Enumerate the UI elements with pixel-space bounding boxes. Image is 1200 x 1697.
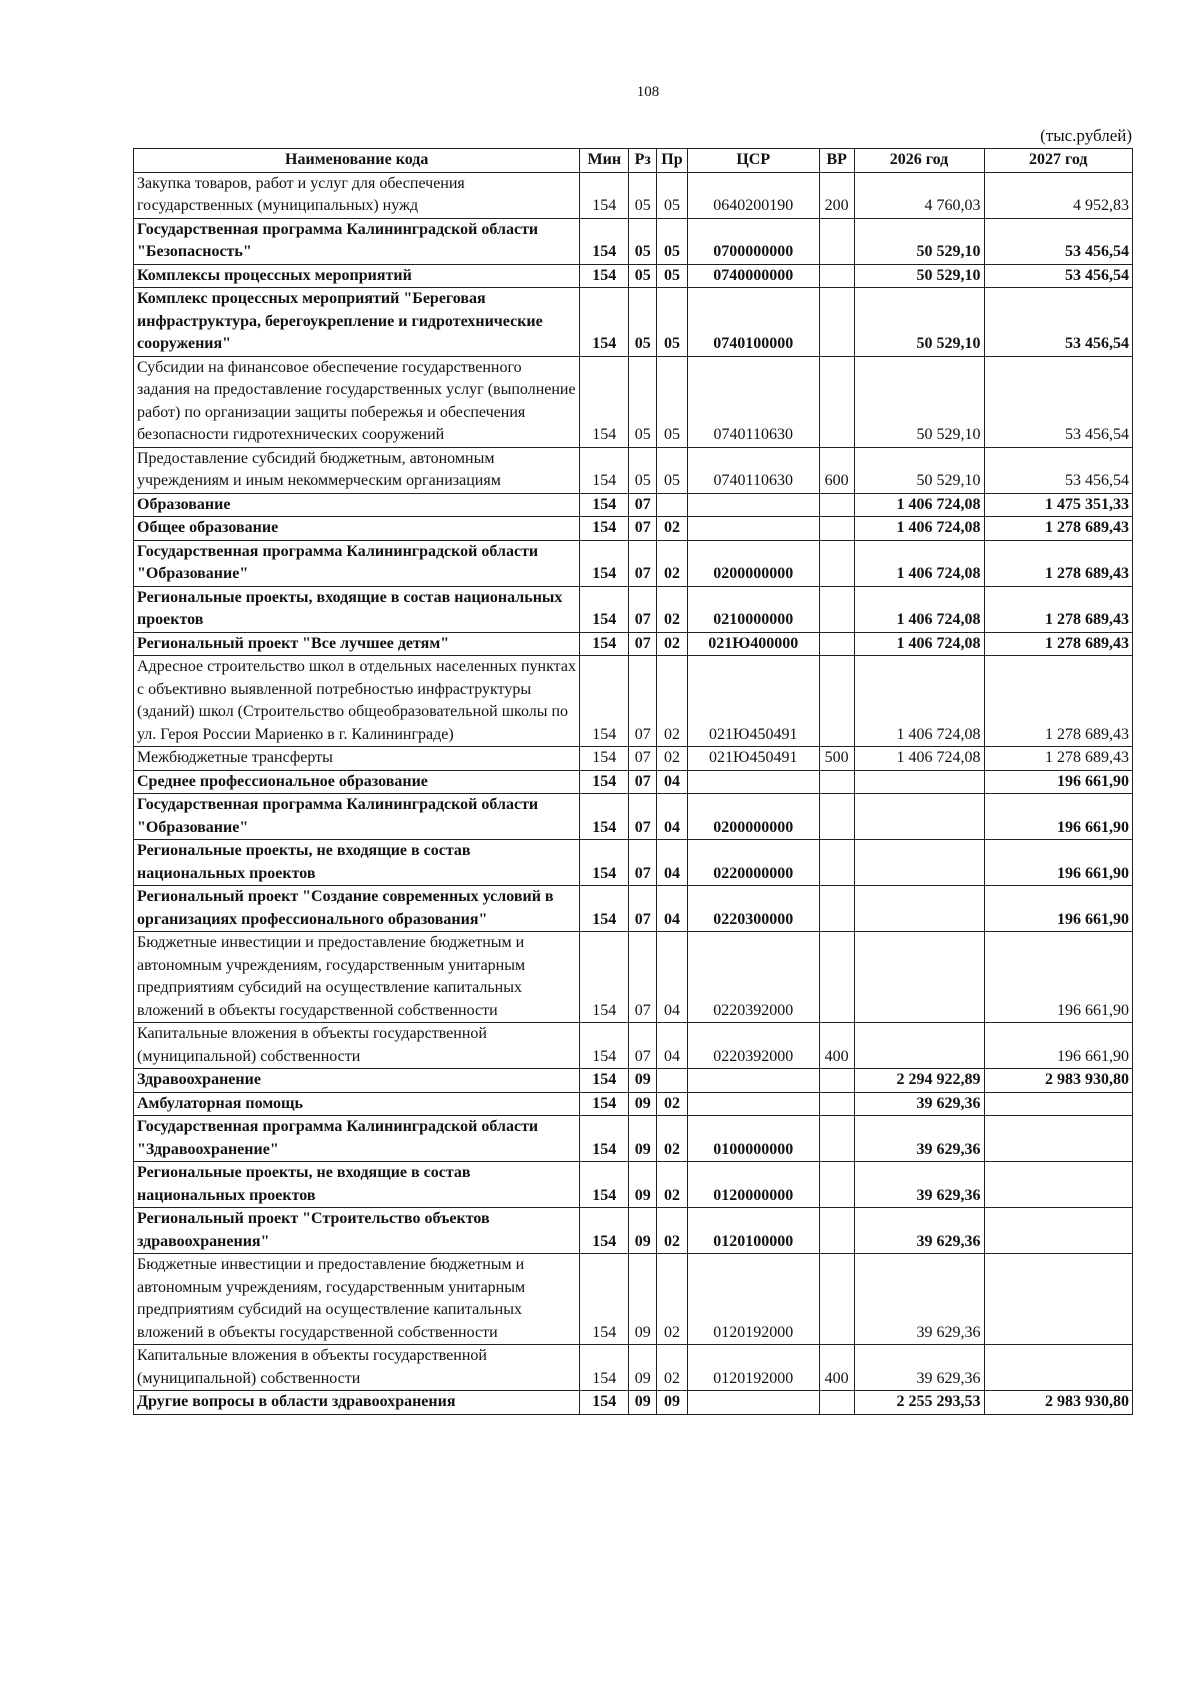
cell-rz: 07 [629, 886, 657, 932]
table-row [134, 747, 1133, 771]
cell-vr [819, 1069, 854, 1093]
table-row [134, 264, 1133, 288]
cell-2027: 1 278 689,43 [984, 517, 1132, 541]
table-row [134, 886, 1133, 932]
table-row [134, 656, 1133, 747]
cell-rz: 09 [629, 1254, 657, 1345]
cell-2027: 1 278 689,43 [984, 747, 1132, 771]
cell-name: Закупка товаров, работ и услуг для обеспечения государственных (муниципальных) нужд [134, 172, 580, 218]
cell-pr: 02 [657, 632, 687, 656]
cell-2026 [854, 794, 984, 840]
cell-rz: 07 [629, 517, 657, 541]
cell-pr: 02 [657, 1345, 687, 1391]
cell-min: 154 [580, 1023, 629, 1069]
cell-2026: 50 529,10 [854, 218, 984, 264]
cell-2026: 2 294 922,89 [854, 1069, 984, 1093]
cell-csr: 0200000000 [687, 794, 819, 840]
cell-name: Среднее профессиональное образование [134, 770, 580, 794]
cell-min: 154 [580, 1208, 629, 1254]
cell-min: 154 [580, 447, 629, 493]
cell-name: Межбюджетные трансферты [134, 747, 580, 771]
budget-table [133, 148, 1133, 1415]
cell-2027: 196 661,90 [984, 770, 1132, 794]
cell-pr: 04 [657, 1023, 687, 1069]
cell-min: 154 [580, 886, 629, 932]
cell-2027 [984, 1254, 1132, 1345]
cell-2027: 196 661,90 [984, 794, 1132, 840]
cell-csr: 0210000000 [687, 586, 819, 632]
cell-2026: 1 406 724,08 [854, 656, 984, 747]
cell-name: Общее образование [134, 517, 580, 541]
cell-min: 154 [580, 356, 629, 447]
cell-csr: 0100000000 [687, 1116, 819, 1162]
cell-2027: 53 456,54 [984, 264, 1132, 288]
cell-2027: 2 983 930,80 [984, 1069, 1132, 1093]
table-row [134, 218, 1133, 264]
cell-vr [819, 356, 854, 447]
header-csr: ЦСР [687, 149, 819, 173]
cell-2026: 39 629,36 [854, 1092, 984, 1116]
cell-min: 154 [580, 288, 629, 357]
cell-name: Региональный проект "Все лучшее детям" [134, 632, 580, 656]
cell-csr [687, 1092, 819, 1116]
cell-2027: 196 661,90 [984, 932, 1132, 1023]
cell-rz: 09 [629, 1345, 657, 1391]
cell-2026: 4 760,03 [854, 172, 984, 218]
cell-min: 154 [580, 794, 629, 840]
cell-min: 154 [580, 1092, 629, 1116]
cell-2026: 39 629,36 [854, 1254, 984, 1345]
cell-2026: 50 529,10 [854, 288, 984, 357]
cell-pr: 02 [657, 1254, 687, 1345]
cell-2026: 50 529,10 [854, 447, 984, 493]
cell-name: Государственная программа Калининградской области "Образование" [134, 794, 580, 840]
cell-2026: 50 529,10 [854, 264, 984, 288]
cell-name: Региональные проекты, не входящие в состав национальных проектов [134, 1162, 580, 1208]
cell-vr [819, 1092, 854, 1116]
cell-vr [819, 517, 854, 541]
table-row [134, 1023, 1133, 1069]
cell-name: Другие вопросы в области здравоохранения [134, 1391, 580, 1415]
cell-name: Образование [134, 493, 580, 517]
cell-min: 154 [580, 1254, 629, 1345]
cell-pr: 04 [657, 886, 687, 932]
cell-pr: 05 [657, 356, 687, 447]
cell-name: Государственная программа Калининградской области "Образование" [134, 540, 580, 586]
cell-min: 154 [580, 218, 629, 264]
cell-csr [687, 1069, 819, 1093]
cell-pr [657, 1069, 687, 1093]
table-row [134, 1345, 1133, 1391]
table-row [134, 447, 1133, 493]
cell-name: Капитальные вложения в объекты государственной (муниципальной) собственности [134, 1345, 580, 1391]
cell-min: 154 [580, 264, 629, 288]
cell-2026: 39 629,36 [854, 1208, 984, 1254]
cell-2027: 196 661,90 [984, 886, 1132, 932]
cell-2026 [854, 840, 984, 886]
cell-pr: 02 [657, 586, 687, 632]
header-name: Наименование кода [134, 149, 580, 173]
table-row [134, 1069, 1133, 1093]
cell-rz: 09 [629, 1391, 657, 1415]
table-row [134, 770, 1133, 794]
cell-vr [819, 586, 854, 632]
cell-vr [819, 1116, 854, 1162]
cell-pr: 05 [657, 264, 687, 288]
table-row [134, 1208, 1133, 1254]
cell-vr [819, 1208, 854, 1254]
header-2027: 2027 год [984, 149, 1132, 173]
table-row [134, 540, 1133, 586]
cell-pr: 02 [657, 1208, 687, 1254]
table-row [134, 172, 1133, 218]
cell-pr: 02 [657, 1162, 687, 1208]
cell-csr: 0740000000 [687, 264, 819, 288]
cell-2026 [854, 1023, 984, 1069]
cell-vr [819, 886, 854, 932]
cell-pr [657, 493, 687, 517]
cell-name: Субсидии на финансовое обеспечение государственного задания на предоставление государственных услуг (выполнение работ) по организации защиты побережья и обеспечения безопасности гидротехнических сооружений [134, 356, 580, 447]
cell-csr: 021Ю400000 [687, 632, 819, 656]
cell-pr: 05 [657, 447, 687, 493]
cell-pr: 02 [657, 540, 687, 586]
cell-csr: 0740110630 [687, 447, 819, 493]
cell-vr [819, 794, 854, 840]
table-header [134, 149, 1133, 173]
cell-pr: 02 [657, 747, 687, 771]
cell-pr: 09 [657, 1391, 687, 1415]
cell-2026: 50 529,10 [854, 356, 984, 447]
cell-name: Бюджетные инвестиции и предоставление бюджетным и автономным учреждениям, государственным унитарным предприятиям субсидий на осуществление капитальных вложений в объекты государственной собственности [134, 932, 580, 1023]
cell-rz: 05 [629, 447, 657, 493]
cell-2026: 39 629,36 [854, 1345, 984, 1391]
table-row [134, 1092, 1133, 1116]
table-row [134, 288, 1133, 357]
cell-csr [687, 517, 819, 541]
cell-vr [819, 1254, 854, 1345]
cell-rz: 05 [629, 264, 657, 288]
cell-vr: 400 [819, 1345, 854, 1391]
cell-min: 154 [580, 172, 629, 218]
cell-csr [687, 770, 819, 794]
cell-min: 154 [580, 1391, 629, 1415]
cell-2027: 196 661,90 [984, 1023, 1132, 1069]
cell-2027: 53 456,54 [984, 447, 1132, 493]
cell-name: Амбулаторная помощь [134, 1092, 580, 1116]
header-row [134, 149, 1133, 173]
cell-pr: 02 [657, 656, 687, 747]
cell-2027: 4 952,83 [984, 172, 1132, 218]
cell-rz: 07 [629, 747, 657, 771]
cell-min: 154 [580, 1162, 629, 1208]
cell-name: Здравоохранение [134, 1069, 580, 1093]
cell-min: 154 [580, 932, 629, 1023]
cell-name: Комплексы процессных мероприятий [134, 264, 580, 288]
header-min: Мин [580, 149, 629, 173]
cell-rz: 07 [629, 656, 657, 747]
cell-rz: 09 [629, 1069, 657, 1093]
cell-vr [819, 218, 854, 264]
cell-2026: 1 406 724,08 [854, 586, 984, 632]
cell-2026: 39 629,36 [854, 1162, 984, 1208]
cell-vr [819, 540, 854, 586]
header-vr: ВР [819, 149, 854, 173]
cell-csr: 0220392000 [687, 932, 819, 1023]
cell-2026 [854, 932, 984, 1023]
cell-min: 154 [580, 656, 629, 747]
cell-min: 154 [580, 540, 629, 586]
cell-2027: 1 278 689,43 [984, 586, 1132, 632]
cell-csr: 0220000000 [687, 840, 819, 886]
cell-vr: 500 [819, 747, 854, 771]
cell-2026: 1 406 724,08 [854, 632, 984, 656]
cell-rz: 09 [629, 1162, 657, 1208]
cell-min: 154 [580, 586, 629, 632]
cell-csr: 0120192000 [687, 1345, 819, 1391]
cell-2027: 53 456,54 [984, 218, 1132, 264]
cell-vr [819, 932, 854, 1023]
cell-rz: 07 [629, 540, 657, 586]
cell-rz: 07 [629, 770, 657, 794]
cell-name: Региональный проект "Строительство объектов здравоохранения" [134, 1208, 580, 1254]
cell-2027 [984, 1092, 1132, 1116]
cell-rz: 07 [629, 493, 657, 517]
cell-rz: 07 [629, 632, 657, 656]
table-row [134, 932, 1133, 1023]
cell-min: 154 [580, 632, 629, 656]
table-body [134, 172, 1133, 1414]
cell-rz: 07 [629, 586, 657, 632]
cell-csr: 0220300000 [687, 886, 819, 932]
cell-rz: 05 [629, 288, 657, 357]
cell-name: Бюджетные инвестиции и предоставление бюджетным и автономным учреждениям, государственным унитарным предприятиям субсидий на осуществление капитальных вложений в объекты государственной собственности [134, 1254, 580, 1345]
cell-rz: 07 [629, 932, 657, 1023]
cell-2026: 2 255 293,53 [854, 1391, 984, 1415]
cell-csr: 0740100000 [687, 288, 819, 357]
table-row [134, 356, 1133, 447]
cell-vr [819, 770, 854, 794]
cell-csr [687, 1391, 819, 1415]
cell-2027 [984, 1116, 1132, 1162]
cell-2027: 1 278 689,43 [984, 656, 1132, 747]
cell-rz: 05 [629, 356, 657, 447]
cell-2027 [984, 1208, 1132, 1254]
cell-min: 154 [580, 1069, 629, 1093]
cell-min: 154 [580, 1116, 629, 1162]
page-number: 108 [636, 84, 660, 100]
cell-min: 154 [580, 770, 629, 794]
cell-min: 154 [580, 493, 629, 517]
cell-rz: 07 [629, 794, 657, 840]
cell-csr: 0120192000 [687, 1254, 819, 1345]
cell-csr: 0120000000 [687, 1162, 819, 1208]
cell-rz: 07 [629, 1023, 657, 1069]
cell-min: 154 [580, 517, 629, 541]
table-row [134, 1116, 1133, 1162]
cell-csr: 0740110630 [687, 356, 819, 447]
cell-pr: 02 [657, 1092, 687, 1116]
cell-min: 154 [580, 747, 629, 771]
table-row [134, 493, 1133, 517]
cell-csr: 021Ю450491 [687, 747, 819, 771]
cell-rz: 05 [629, 218, 657, 264]
table-row [134, 1162, 1133, 1208]
cell-rz: 07 [629, 840, 657, 886]
cell-csr: 0200000000 [687, 540, 819, 586]
cell-csr: 0700000000 [687, 218, 819, 264]
cell-2027: 1 278 689,43 [984, 632, 1132, 656]
cell-2026: 39 629,36 [854, 1116, 984, 1162]
cell-vr [819, 264, 854, 288]
cell-pr: 05 [657, 172, 687, 218]
cell-2027 [984, 1345, 1132, 1391]
cell-vr [819, 288, 854, 357]
cell-csr: 021Ю450491 [687, 656, 819, 747]
cell-csr: 0640200190 [687, 172, 819, 218]
cell-2027: 1 278 689,43 [984, 540, 1132, 586]
table-row [134, 1391, 1133, 1415]
cell-vr [819, 840, 854, 886]
table-row [134, 517, 1133, 541]
cell-2026 [854, 886, 984, 932]
cell-2026: 1 406 724,08 [854, 747, 984, 771]
cell-csr: 0120100000 [687, 1208, 819, 1254]
header-2026: 2026 год [854, 149, 984, 173]
cell-vr [819, 1391, 854, 1415]
cell-pr: 04 [657, 794, 687, 840]
cell-csr [687, 493, 819, 517]
header-pr: Пр [657, 149, 687, 173]
cell-pr: 04 [657, 770, 687, 794]
table-row [134, 840, 1133, 886]
cell-rz: 05 [629, 172, 657, 218]
units-label: (тыс.рублей) [1040, 126, 1132, 145]
cell-name: Государственная программа Калининградской области "Безопасность" [134, 218, 580, 264]
cell-2026: 1 406 724,08 [854, 493, 984, 517]
cell-2027 [984, 1162, 1132, 1208]
cell-2027: 1 475 351,33 [984, 493, 1132, 517]
cell-min: 154 [580, 840, 629, 886]
cell-rz: 09 [629, 1116, 657, 1162]
cell-name: Региональные проекты, входящие в состав национальных проектов [134, 586, 580, 632]
cell-vr: 600 [819, 447, 854, 493]
cell-rz: 09 [629, 1208, 657, 1254]
cell-name: Комплекс процессных мероприятий "Береговая инфраструктура, берегоукрепление и гидротехнические сооружения" [134, 288, 580, 357]
cell-vr [819, 1162, 854, 1208]
cell-vr [819, 656, 854, 747]
cell-rz: 09 [629, 1092, 657, 1116]
cell-2026: 1 406 724,08 [854, 540, 984, 586]
header-rz: Рз [629, 149, 657, 173]
cell-pr: 04 [657, 840, 687, 886]
cell-csr: 0220392000 [687, 1023, 819, 1069]
cell-pr: 02 [657, 1116, 687, 1162]
cell-vr [819, 493, 854, 517]
cell-2026 [854, 770, 984, 794]
cell-pr: 05 [657, 218, 687, 264]
cell-pr: 02 [657, 517, 687, 541]
cell-name: Предоставление субсидий бюджетным, автономным учреждениям и иным некоммерческим организациям [134, 447, 580, 493]
table-row [134, 1254, 1133, 1345]
cell-pr: 05 [657, 288, 687, 357]
cell-name: Адресное строительство школ в отдельных населенных пунктах с объективно выявленной потребностью инфраструктуры (зданий) школ (Строительство общеобразовательной школы по ул. Героя России Мариенко в г. Калининграде) [134, 656, 580, 747]
cell-2026: 1 406 724,08 [854, 517, 984, 541]
cell-name: Капитальные вложения в объекты государственной (муниципальной) собственности [134, 1023, 580, 1069]
table-row [134, 632, 1133, 656]
cell-vr: 400 [819, 1023, 854, 1069]
cell-vr: 200 [819, 172, 854, 218]
cell-pr: 04 [657, 932, 687, 1023]
cell-2027: 53 456,54 [984, 356, 1132, 447]
cell-min: 154 [580, 1345, 629, 1391]
cell-2027: 2 983 930,80 [984, 1391, 1132, 1415]
cell-name: Государственная программа Калининградской области "Здравоохранение" [134, 1116, 580, 1162]
cell-2027: 196 661,90 [984, 840, 1132, 886]
cell-vr [819, 632, 854, 656]
cell-name: Региональный проект "Создание современных условий в организациях профессионального образования" [134, 886, 580, 932]
cell-name: Региональные проекты, не входящие в состав национальных проектов [134, 840, 580, 886]
table-row [134, 586, 1133, 632]
table-row [134, 794, 1133, 840]
cell-2027: 53 456,54 [984, 288, 1132, 357]
